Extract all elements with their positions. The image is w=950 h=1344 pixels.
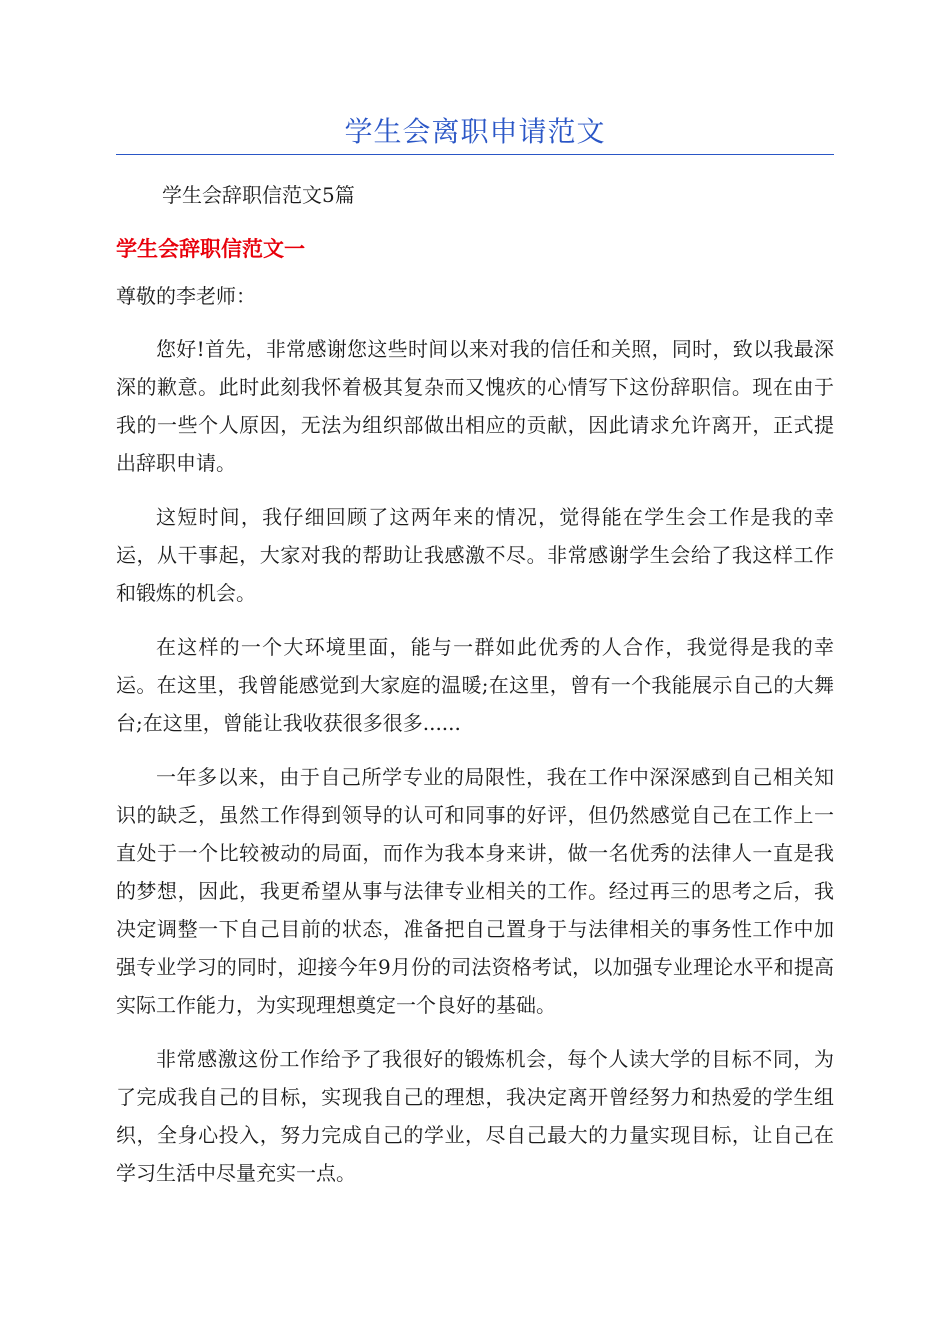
paragraph-1: 您好!首先，非常感谢您这些时间以来对我的信任和关照，同时，致以我最深深的歉意。此时此刻我怀着极其复杂而又愧疚的心情写下这份辞职信。现在由于我的一些个人原因，无法为组织部做出相应的贡献，因此请求允许离开，正式提出辞职申请。 xyxy=(116,337,834,475)
paragraph-3: 在这样的一个大环境里面，能与一群如此优秀的人合作，我觉得是我的幸运。在这里，我曾能感觉到大家庭的温暖;在这里，曾有一个我能展示自己的大舞台;在这里，曾能让我收获很多很多...... xyxy=(116,635,834,735)
salutation: 尊敬的李老师： xyxy=(116,284,256,308)
section-heading: 学生会辞职信范文一 xyxy=(116,237,305,261)
document-subtitle: 学生会辞职信范文5篇 xyxy=(162,183,355,207)
paragraph-5: 非常感激这份工作给予了我很好的锻炼机会，每个人读大学的目标不同，为了完成我自己的目标，实现我自己的理想，我决定离开曾经努力和热爱的学生组织，全身心投入，努力完成自己的学业，尽自己最大的力量实现目标，让自己在学习生活中尽量充实一点。 xyxy=(116,1047,834,1185)
paragraph-4: 一年多以来，由于自己所学专业的局限性，我在工作中深深感到自己相关知识的缺乏，虽然工作得到领导的认可和同事的好评，但仍然感觉自己在工作上一直处于一个比较被动的局面，而作为我本身来讲，做一名优秀的法律人一直是我的梦想，因此，我更希望从事与法律专业相关的工作。经过再三的思考之后，我决定调整一下自己目前的状态，准备把自己置身于与法律相关的事务性工作中加强专业学习的同时，迎接今年9月份的司法资格考试，以加强专业理论水平和提高实际工作能力，为实现理想奠定一个良好的基础。 xyxy=(116,765,834,1017)
letter-body xyxy=(116,330,834,1208)
title-underline xyxy=(116,154,834,155)
document-title: 学生会离职申请范文 xyxy=(344,115,606,148)
paragraph-2: 这短时间，我仔细回顾了这两年来的情况，觉得能在学生会工作是我的幸运，从干事起，大家对我的帮助让我感激不尽。非常感谢学生会给了我这样工作和锻炼的机会。 xyxy=(116,505,834,605)
